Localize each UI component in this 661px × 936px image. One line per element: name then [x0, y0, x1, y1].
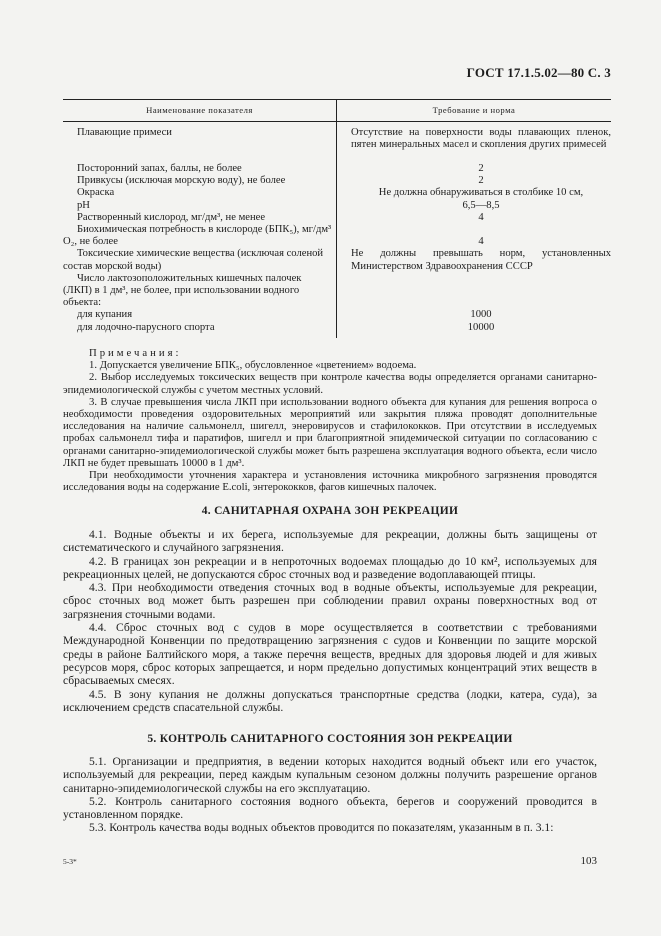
paragraph: 4.2. В границах зон рекреации и в непроточных водоемах площадью до 10 км², используемых для рекреационных целей, не допускаются сброс сточных вод и разведение водоплавающей птицы.	[63, 554, 597, 581]
table-cell-name: для купания	[77, 309, 133, 321]
notes-title: Примечания:	[89, 347, 182, 359]
document-header: ГОСТ 17.1.5.02—80 С. 3	[466, 65, 611, 80]
table-row	[63, 175, 611, 187]
note-item: При необходимости уточнения характера и установления источника микробного загрязнения проводятся исследования воды на содержание E.coli, энтерококков, фагов кишечных палочек.	[63, 469, 597, 494]
table-cell-value: 1000	[470, 309, 492, 321]
table-cell-name: Окраска	[77, 187, 115, 199]
note-item: 3. В случае превышения числа ЛКП при использовании водного объекта для купания для решения вопроса о необходимости проведения оздоровительных мероприятий или закрытия пляжа проводят дополнительные исследования на наличие сальмонелл, шигелл, энеровирусов и стафилококков. При отсутствии в исследуемых пробах сальмонелл тифа и паратифов, шигелл и при благоприятной эпидемической ситуации по согласованию с органами санитарно-эпидемиологической службы может быть разрешена эксплуатация водного объекта, если число ЛКП не будет превышать 10000 в 1 дм³.	[63, 395, 597, 469]
table-column-header: Наименование показателя	[63, 100, 337, 122]
section-5-title: 5. КОНТРОЛЬ САНИТАРНОГО СОСТОЯНИЯ ЗОН РЕКРЕАЦИИ	[147, 733, 513, 745]
table-cell-name: Плавающие примеси	[77, 127, 172, 138]
water-quality-table	[63, 99, 611, 338]
table-cell-name: Растворенный кислород, мг/дм³, не менее	[77, 211, 266, 223]
table-row	[63, 224, 611, 248]
notes-block	[63, 347, 597, 493]
table-cell-name: Посторонний запах, баллы, не более	[77, 163, 242, 174]
section-4-body	[63, 528, 597, 714]
paragraph: 5.2. Контроль санитарного состояния водного объекта, берегов и сооружений проводится в установленном порядке.	[63, 794, 597, 822]
table-cell-value: Не должна обнаруживаться в столбике 10 см,	[378, 187, 584, 199]
table-cell-name: Токсические химические вещества (исключая соленой состав морской воды)	[63, 248, 324, 272]
table-cell-value: 6,5—8,5	[462, 199, 500, 211]
section-4-title: 4. САНИТАРНАЯ ОХРАНА ЗОН РЕКРЕАЦИИ	[201, 505, 459, 517]
table-header-row	[63, 100, 611, 122]
table-cell-name-text: Биохимическая потребность в кислороде (БПК₅), мг/дм³ O₂, не более	[63, 224, 332, 248]
table-cell-value: 4	[478, 211, 484, 223]
note-item: 1. Допускается увеличение БПК₅, обусловленное «цветением» водоема.	[89, 359, 417, 372]
table-row	[63, 309, 611, 321]
table-row	[63, 248, 611, 272]
section-5-body	[63, 755, 597, 835]
table-cell-value: 4	[478, 236, 484, 248]
table-cell-name: pH	[77, 199, 90, 211]
note-item: 2. Выбор исследуемых токсических веществ при контроле качества воды определяется органами санитарно-эпидемиологической службы с учетом местных условий.	[63, 371, 597, 396]
table-cell-value	[337, 273, 612, 310]
paragraph: 5.1. Организации и предприятия, в ведении которых находится водный объект или его участок, используемый для рекреации, перед каждым купальным сезоном должны получить разрешение органов санитарно-эпидемиологической службы на его эксплуатацию.	[63, 755, 597, 795]
table-cell-name: Привкусы (исключая морскую воду), не более	[77, 175, 286, 187]
footer-left-mark: 5-3*	[63, 857, 77, 866]
table-cell-name: для лодочно-парусного спорта	[77, 321, 215, 333]
table-cell-value: 2	[478, 163, 484, 174]
paragraph: 4.1. Водные объекты и их берега, используемые для рекреации, должны быть защищены от систематического и случайного загрязнения.	[63, 528, 597, 555]
table-cell-value: Отсутствие на поверхности воды плавающих пленок, пятен минеральных масел и скопления других примесей	[351, 127, 611, 151]
table-row	[63, 163, 611, 175]
paragraph: 4.5. В зону купания не должны допускаться транспортные средства (лодки, катера, суда), за исключением средств спасательной службы.	[63, 687, 597, 714]
page-number: 103	[580, 855, 597, 867]
table-cell-value: Не должны превышать норм, установленных Министерством Здравоохранения СССР	[351, 248, 611, 272]
table-row	[63, 322, 611, 338]
table-row	[63, 273, 611, 310]
table-cell-value: 10000	[467, 321, 495, 333]
table-cell-value: 2	[478, 175, 484, 187]
table-row	[63, 122, 611, 164]
table-row	[63, 200, 611, 212]
table-cell-name	[63, 224, 332, 248]
paragraph: 4.3. При необходимости отведения сточных вод в водные объекты, используемые для рекреации, сброс сточных вод может быть разрешен при соблюдении правил охраны поверхностных вод от загрязнения сточными водами.	[63, 581, 597, 621]
table-cell-name: Число лактозоположительных кишечных палочек (ЛКП) в 1 дм³, не более, при использовании водного объекта:	[63, 272, 302, 309]
table-row	[63, 212, 611, 224]
paragraph: 5.3. Контроль качества воды водных объектов проводится по показателям, указанным в п. 3.1:	[89, 821, 554, 835]
table-column-header: Требование и норма	[337, 100, 612, 122]
paragraph: 4.4. Сброс сточных вод с судов в море осуществляется в соответствии с требованиями Международной Конвенции по предотвращению загрязнения с судов и Конвенции по защите морской среды в районе Балтийского моря, а также перечня веществ, вредных для здоровья людей и для живых ресурсов моря, сброс которых запрещается, и норм предельно допустимых концентраций этих веществ в сбрасываемых смесях.	[63, 621, 597, 688]
table-row	[63, 187, 611, 199]
